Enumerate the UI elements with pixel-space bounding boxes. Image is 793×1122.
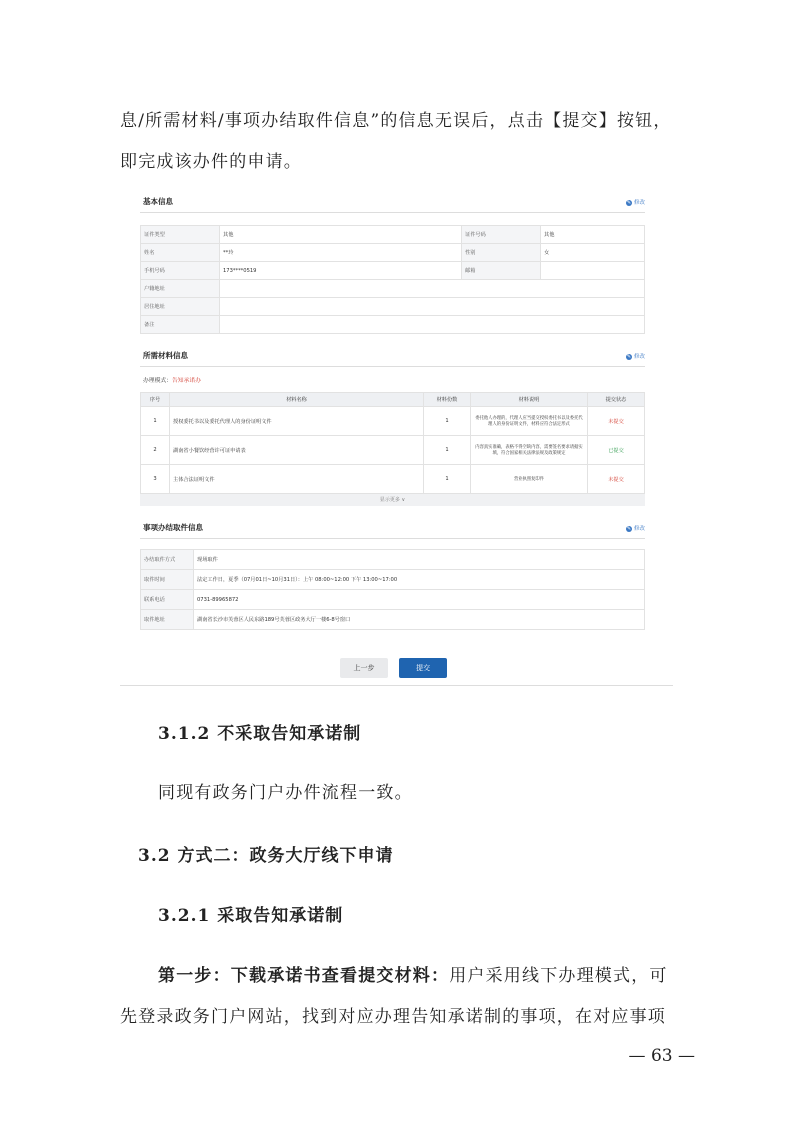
value-id-number: 其他 (541, 226, 645, 244)
value-remarks (220, 316, 645, 334)
divider (120, 685, 673, 686)
embedded-screenshot (140, 192, 645, 672)
materials-title: 所需材料信息 (143, 351, 188, 360)
status-badge: 未提交 (588, 465, 645, 494)
heading-3-1-2: 3.1.2 不采取告知承诺制 (158, 724, 362, 744)
heading-3-2: 3.2 方式二：政务大厅线下申请 (138, 846, 394, 866)
value-pickup-address: 湖南省长沙市芙蓉区人民东路189号芙蓉区政务大厅一楼6-8号窗口 (194, 610, 645, 630)
status-badge: 未提交 (588, 407, 645, 436)
paragraph-step-one (158, 961, 678, 986)
pickup-header (140, 518, 645, 539)
value-email (541, 262, 645, 280)
handling-mode (143, 375, 645, 384)
paragraph-step-one-cont: 先登录政务门户网站，找到对应办理告知承诺制的事项，在对应事项 (120, 1007, 666, 1027)
col-copies: 材料份数 (424, 393, 471, 407)
label-residence-address: 居住地址 (141, 298, 220, 316)
label-pickup-time: 取件时间 (141, 570, 194, 590)
label-household-address: 户籍地址 (141, 280, 220, 298)
pickup-edit-button[interactable]: ✎ 修改 (626, 525, 645, 532)
heading-3-2-1: 3.2.1 采取告知承诺制 (158, 906, 344, 926)
label-contact-phone: 联系电话 (141, 590, 194, 610)
paragraph-process-same: 同现有政务门户办件流程一致。 (158, 783, 413, 803)
col-index: 序号 (141, 393, 170, 407)
value-gender: 女 (541, 244, 645, 262)
action-buttons (340, 655, 453, 678)
col-description: 材料说明 (471, 393, 588, 407)
label-name: 姓名 (141, 244, 220, 262)
label-phone: 手机号码 (141, 262, 220, 280)
previous-step-button[interactable]: 上一步 (340, 658, 388, 678)
mode-label: 办理模式： (143, 378, 172, 384)
col-material-name: 材料名称 (170, 393, 424, 407)
label-remarks: 备注 (141, 316, 220, 334)
status-badge: 已提交 (588, 436, 645, 465)
basic-edit-button[interactable]: ✎ 修改 (626, 199, 645, 206)
label-id-number: 证件号码 (462, 226, 541, 244)
pickup-title: 事项办结取件信息 (143, 523, 203, 532)
pickup-table (140, 549, 645, 630)
submit-button[interactable]: 提交 (399, 658, 447, 678)
intro-line-1: 息/所需材料/事项办结取件信息”的信息无误后，点击【提交】按钮， (120, 111, 672, 131)
label-email: 邮箱 (462, 262, 541, 280)
table-row: 3 主体合法证明文件 1 营业执照复印件 未提交 (141, 465, 645, 494)
label-id-type: 证件类型 (141, 226, 220, 244)
col-status: 提交状态 (588, 393, 645, 407)
label-pickup-address: 取件地址 (141, 610, 194, 630)
value-id-type: 其他 (220, 226, 462, 244)
basic-info-table (140, 225, 645, 334)
basic-info-title: 基本信息 (143, 197, 173, 206)
label-gender: 性别 (462, 244, 541, 262)
label-pickup-method: 办结取件方式 (141, 550, 194, 570)
value-contact-phone: 0731-89965872 (194, 590, 645, 610)
table-row: 1 授权委托书以及委托代理人的身份证明文件 1 委托他人办理的，代理人应当提交授权委托书以及委托代理人的身份证明文件，材料应符合法定形式 未提交 (141, 407, 645, 436)
edit-icon: ✎ (626, 353, 632, 360)
edit-icon: ✎ (626, 199, 632, 206)
intro-line-2: 即完成该办件的申请。 (120, 152, 302, 172)
value-household-address (220, 280, 645, 298)
show-more-link[interactable]: 显示更多 ∨ (140, 494, 645, 506)
materials-table (140, 392, 645, 494)
value-pickup-method: 现场取件 (194, 550, 645, 570)
materials-header (140, 346, 645, 367)
page-number: — 63 — (628, 1046, 695, 1066)
value-phone: 173****0519 (220, 262, 462, 280)
value-residence-address (220, 298, 645, 316)
mode-value: 告知承诺办 (172, 378, 201, 384)
basic-info-header (140, 192, 645, 213)
value-name: **玲 (220, 244, 462, 262)
value-pickup-time: 法定工作日，夏季（07月01日~10月31日）：上午 08:00~12:00 下午 13:00~17:00 (194, 570, 645, 590)
step-one-text: 用户采用线下办理模式，可 (449, 966, 668, 986)
step-one-label: 第一步：下载承诺书查看提交材料： (158, 966, 450, 986)
materials-edit-button[interactable]: ✎ 修改 (626, 353, 645, 360)
edit-icon: ✎ (626, 525, 632, 532)
table-row: 2 湖南省小餐饮经营许可证申请表 1 内容真实准确，表格不得空缺内容，需要签名要求请据实填，符合国家相关法律法规及政策规定 已提交 (141, 436, 645, 465)
